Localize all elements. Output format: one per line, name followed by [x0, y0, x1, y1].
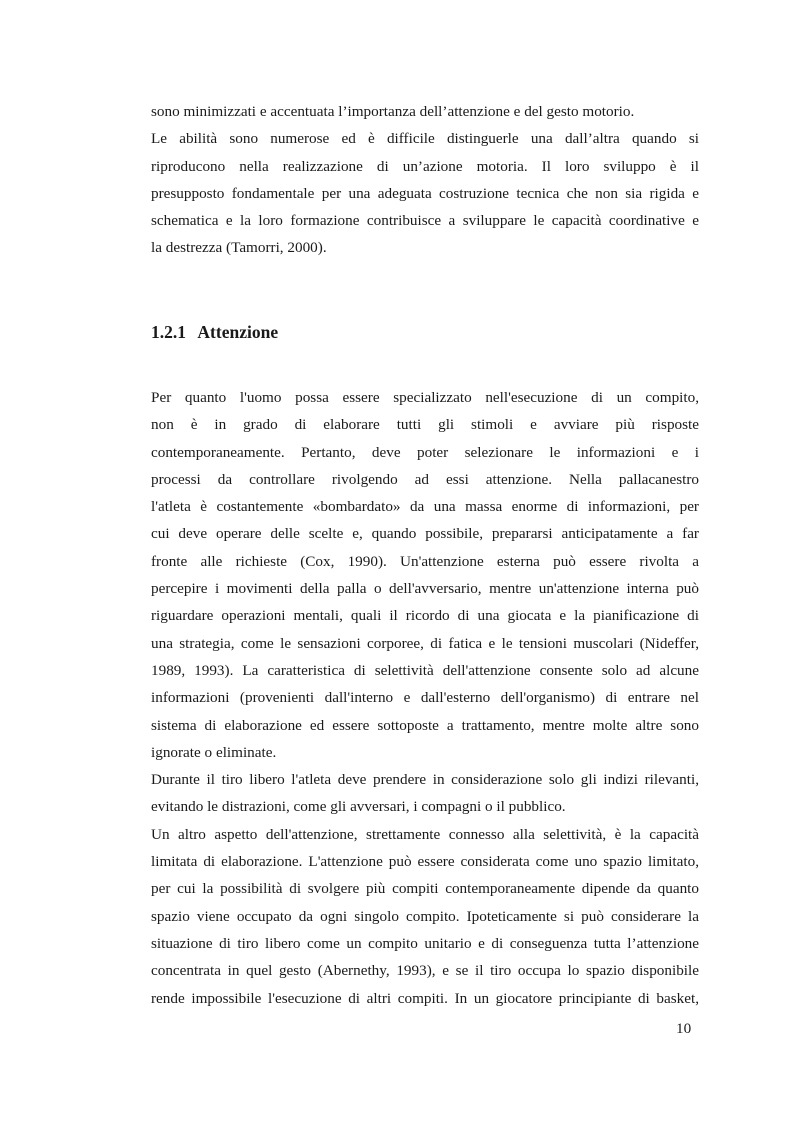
intro-paragraph [151, 98, 699, 262]
text-line: per cui la possibilità di svolgere più compiti contemporaneamente dipende da quanto [151, 880, 699, 898]
section-number: 1.2.1 [151, 322, 186, 342]
text-line: contemporaneamente. Pertanto, deve poter selezionare le informazioni e i [151, 443, 699, 461]
text-line: riproducono nella realizzazione di un’azione motoria. Il loro sviluppo è il [151, 157, 699, 175]
text-line: non è in grado di elaborare tutti gli stimoli e avviare più risposte [151, 416, 699, 434]
text-line: spazio viene occupato da ogni singolo compito. Ipoteticamente si può considerare la [151, 907, 699, 925]
text-line: Per quanto l'uomo possa essere specializzato nell'esecuzione di un compito, [151, 389, 699, 406]
text-line: riguardare operazioni mentali, quali il ricordo di una giocata e la pianificazione di [151, 607, 699, 625]
text-line: fronte alle richieste (Cox, 1990). Un'attenzione esterna può essere rivolta a [151, 552, 699, 570]
text-line: l'atleta è costantemente «bombardato» da una massa enorme di informazioni, per [151, 498, 699, 516]
text-line: ignorate o eliminate. [151, 743, 277, 761]
document-page [151, 98, 699, 1007]
text-line: sistema di elaborazione ed essere sottoposte a trattamento, mentre molte altre sono [151, 716, 699, 734]
text-line: Durante il tiro libero l'atleta deve prendere in considerazione solo gli indizi rilevanti, [151, 771, 699, 789]
text-line: concentrata in quel gesto (Abernethy, 1993), e se il tiro occupa lo spazio disponibile [151, 962, 699, 980]
text-line: Le abilità sono numerose ed è difficile distinguerle una dall’altra quando si [151, 130, 699, 148]
text-line: percepire i movimenti della palla o dell'avversario, mentre un'attenzione interna può [151, 580, 699, 598]
text-line: schematica e la loro formazione contribuisce a sviluppare le capacità coordinative e [151, 212, 699, 230]
text-line: Un altro aspetto dell'attenzione, strettamente connesso alla selettività, è la capacità [151, 825, 699, 843]
text-line: presupposto fondamentale per una adeguata costruzione tecnica che non sia rigida e [151, 184, 699, 202]
text-line: limitata di elaborazione. L'attenzione può essere considerata come uno spazio limitato, [151, 853, 699, 871]
text-line: la destrezza (Tamorri, 2000). [151, 239, 327, 257]
body-paragraphs [151, 384, 699, 1012]
text-line: cui deve operare delle scelte e, quando possibile, prepararsi anticipatamente a far [151, 525, 699, 543]
text-line: 1989, 1993). La caratteristica di selettività dell'attenzione consente solo ad alcune [151, 661, 699, 679]
text-line: sono minimizzati e accentuata l’importanza dell’attenzione e del gesto motorio. [151, 103, 635, 120]
page-number: 10 [676, 1020, 692, 1037]
text-line: una strategia, come le sensazioni corporee, di fatica e le tensioni muscolari (Nideffer, [151, 634, 699, 652]
text-line: processi da controllare rivolgendo ad essi attenzione. Nella pallacanestro [151, 470, 699, 488]
section-title: Attenzione [197, 322, 279, 342]
text-line: situazione di tiro libero come un compito unitario e di conseguenza tutta l’attenzione [151, 934, 699, 952]
text-line: rende impossibile l'esecuzione di altri compiti. In un giocatore principiante di basket, [151, 989, 699, 1007]
section-heading [151, 322, 278, 343]
text-line: informazioni (provenienti dall'interno e dall'esterno dell'organismo) di entrare nel [151, 689, 699, 707]
text-line: evitando le distrazioni, come gli avversari, i compagni o il pubblico. [151, 798, 566, 816]
